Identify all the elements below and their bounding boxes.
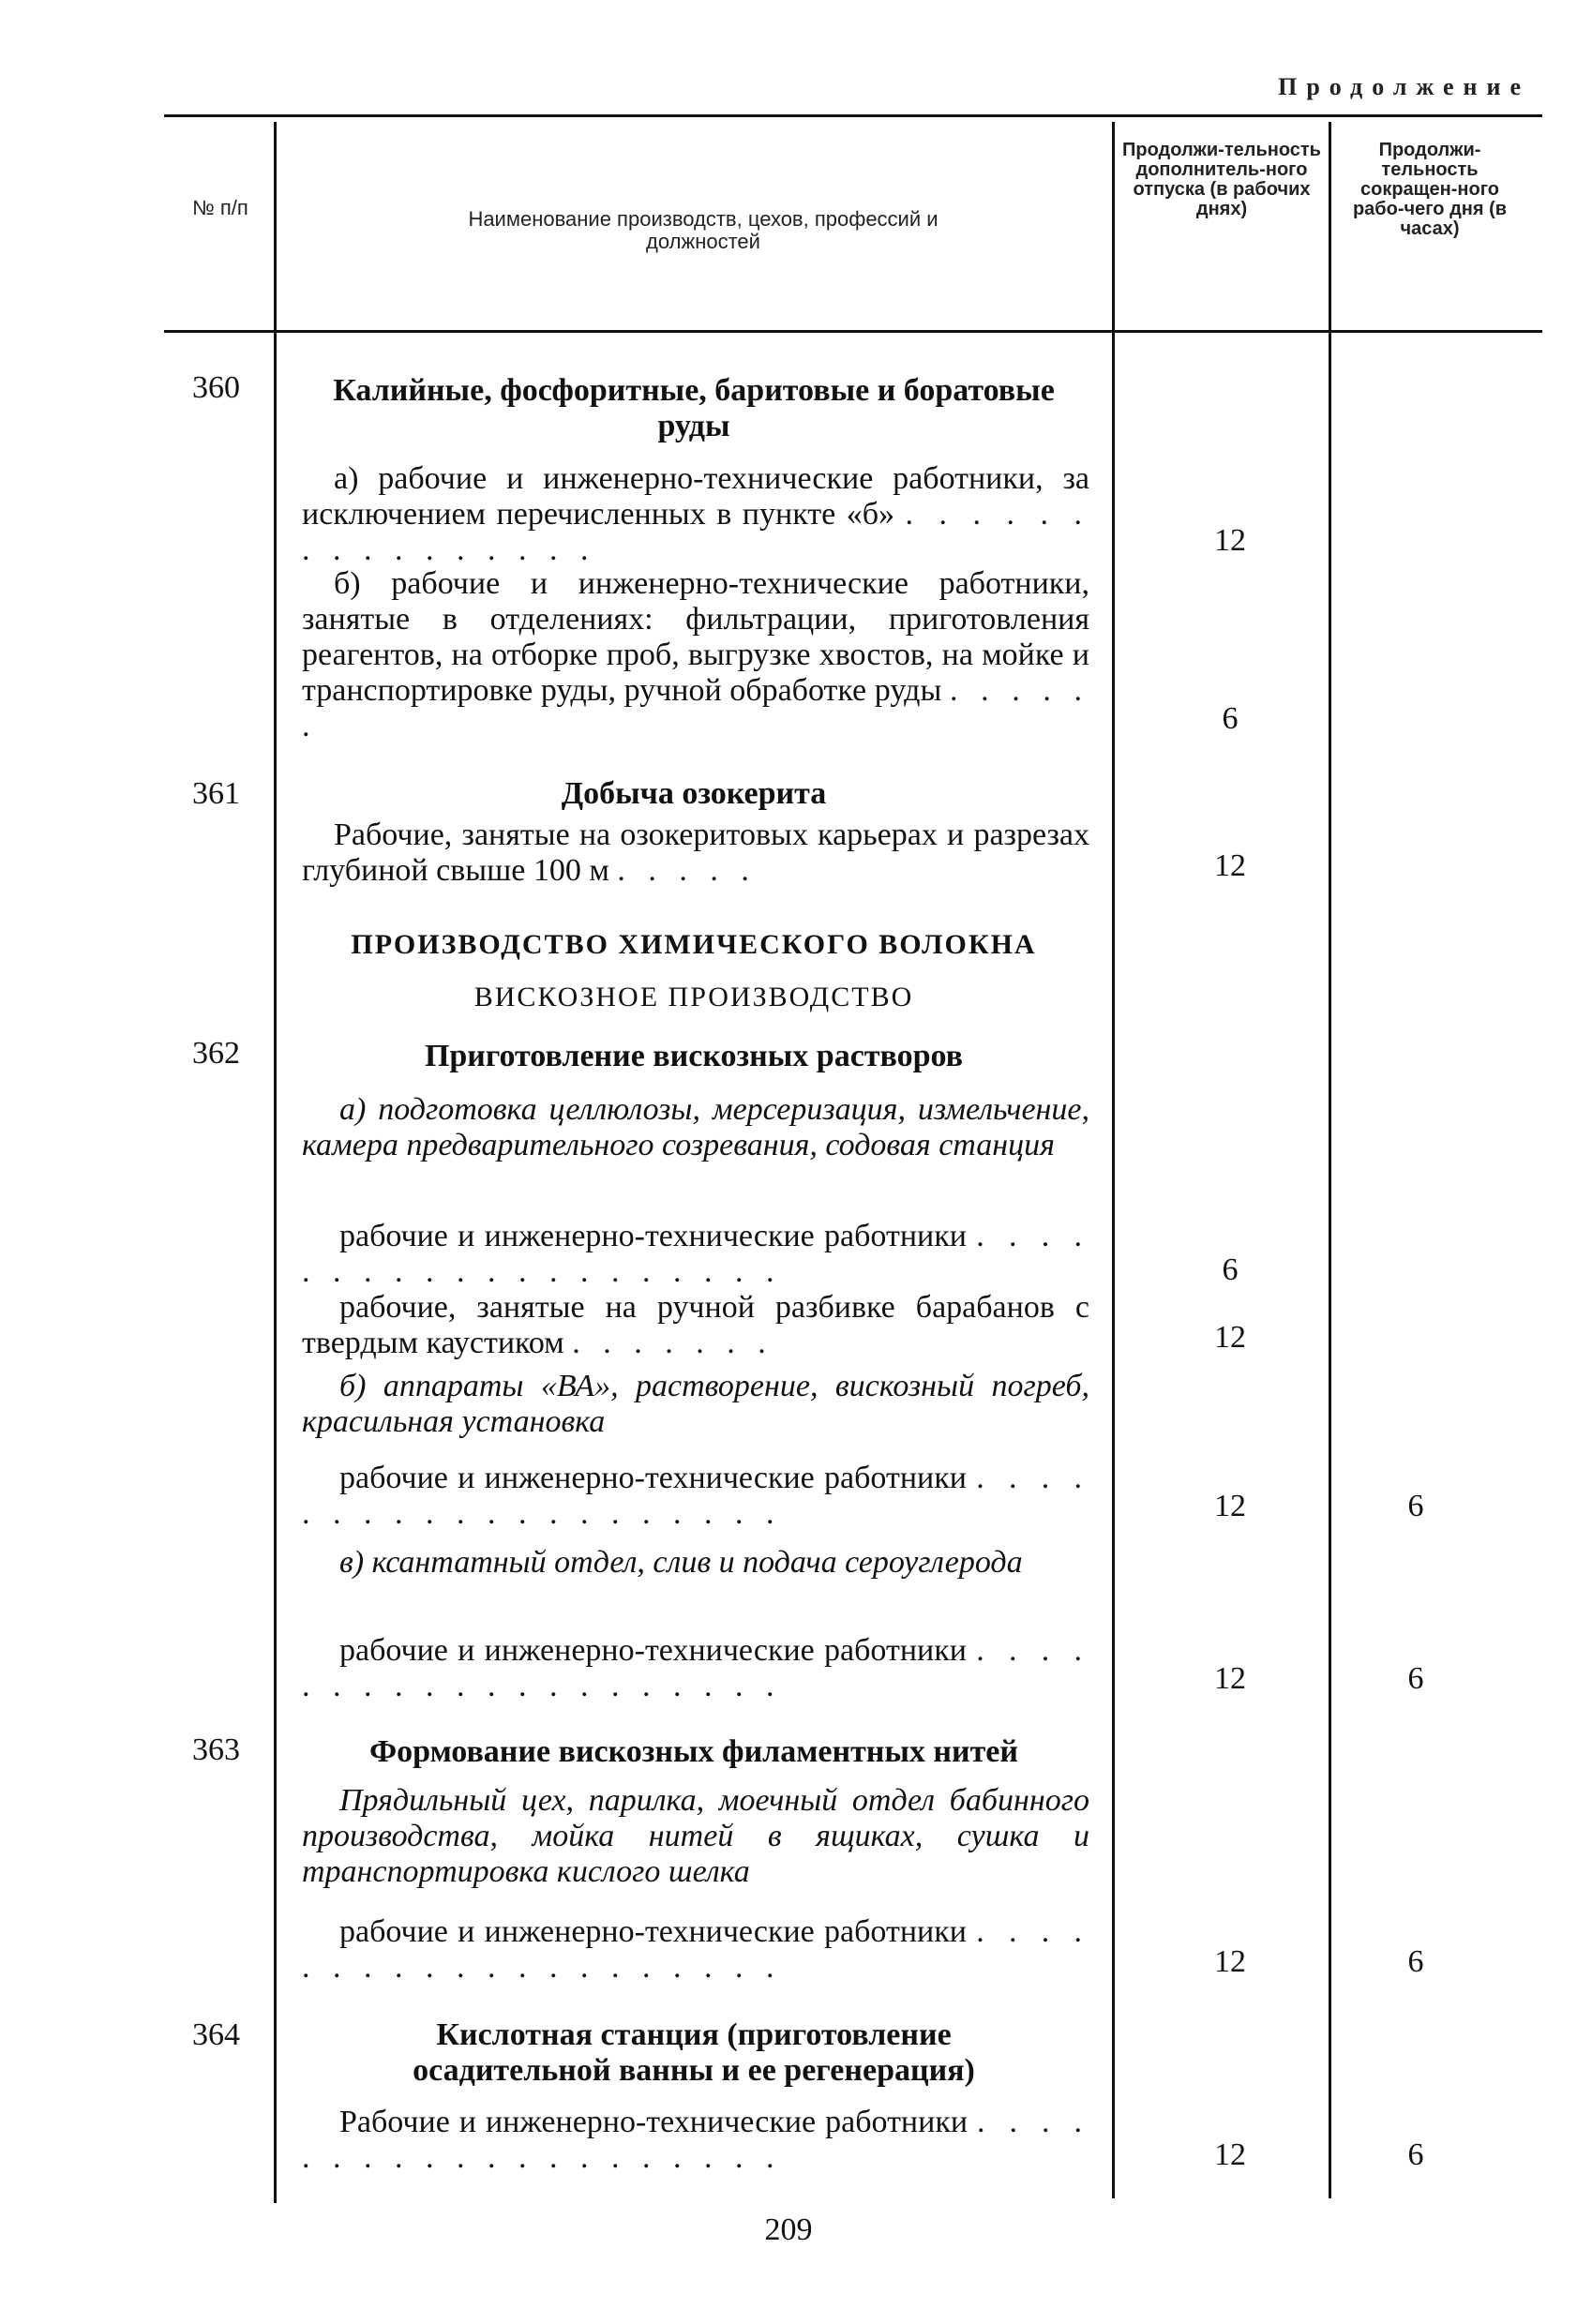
item-text-content: Рабочие и инженерно-технические работники <box>339 2105 969 2139</box>
leave-days: 6 <box>1222 701 1239 736</box>
item-number: 361 <box>192 776 240 811</box>
item-text <box>302 1914 1089 1986</box>
item-text-content: а) рабочие и инженерно-технические работники, за исключением перечисленных в пункте «б» <box>302 461 1089 532</box>
header-short-day: Продолжи-тельность сокращен-ного рабо-чего дня (в часах) <box>1352 140 1508 239</box>
item-text <box>302 566 1089 744</box>
leader-dots: . . . . . . <box>302 673 1090 743</box>
item-subheading: а) подготовка целлюлозы, мерсеризация, измельчение, камера предварительного созревания, содовая станция <box>302 1092 1089 1162</box>
item-title: Кислотная станция (приготовление осадительной ванны и ее регенерация) <box>413 2017 975 2088</box>
short-day-hours: 6 <box>1407 1944 1424 1979</box>
leave-days: 12 <box>1214 1320 1246 1355</box>
item-title: Формование вискозных филаментных нитей <box>368 1734 1018 1769</box>
leader-dots: . . . . . . . . . . . . . . . . . . . . <box>302 1219 1090 1289</box>
item-number: 362 <box>192 1036 240 1071</box>
subsection-heading: ВИСКОЗНОЕ ПРОИЗВОДСТВО <box>473 982 914 1012</box>
item-title: Приготовление вискозных растворов <box>424 1039 964 1073</box>
item-text-content: рабочие и инженерно-технические работники <box>339 1914 967 1949</box>
item-text-content: Рабочие, занятые на озокеритовых карьерах и разрезах глубиной свыше 100 м <box>302 817 1089 888</box>
header-num: № п/п <box>192 196 248 219</box>
header-bottom-rule <box>164 330 1542 333</box>
header-name: Наименование производств, цехов, профессий и должностей <box>468 207 939 253</box>
item-text <box>302 461 1089 568</box>
column-divider-1 <box>274 122 277 2203</box>
item-text <box>302 1633 1089 1704</box>
short-day-hours: 6 <box>1407 1489 1424 1523</box>
leave-days: 12 <box>1214 2137 1246 2172</box>
column-divider-3 <box>1329 122 1331 2198</box>
leader-dots: . . . . . . . . . . . . . . . . . . . . <box>302 1461 1090 1531</box>
item-number: 364 <box>192 2017 240 2052</box>
item-title: Добыча озокерита <box>561 776 827 811</box>
item-text <box>302 1461 1089 1532</box>
item-text-content: рабочие и инженерно-технические работники <box>339 1219 967 1253</box>
leave-days: 6 <box>1222 1252 1239 1287</box>
item-text-content: рабочие и инженерно-технические работники <box>339 1633 967 1668</box>
leader-dots: . . . . . . . <box>572 1326 773 1360</box>
item-text-content: рабочие и инженерно-технические работники <box>339 1461 967 1495</box>
item-number: 363 <box>192 1732 240 1767</box>
page-number: 209 <box>764 2212 813 2247</box>
item-text-content: рабочие, занятые на ручной разбивке барабанов с твердым каустиком <box>302 1290 1089 1360</box>
leader-dots: . . . . . . . . . . . . . . . . . . . . <box>302 2105 1090 2175</box>
header-leave: Продолжи-тельность дополнитель-ного отпуска (в рабочих днях) <box>1122 140 1321 219</box>
leader-dots: . . . . . . . . . . . . . . . . . . . . <box>302 1633 1090 1703</box>
leader-dots: . . . . . . . . . . . . . . . . . . . . <box>302 1914 1090 1985</box>
item-text <box>302 1290 1089 1361</box>
leave-days: 12 <box>1214 523 1246 558</box>
item-number: 360 <box>192 370 240 405</box>
item-text-content: б) рабочие и инженерно-технические работники, занятые в отделениях: фильтрации, приготовления реагентов, на отборке проб, выгрузке хвостов, на мойке и транспортировке руды, ручной обработке руды <box>302 566 1089 708</box>
section-heading: ПРОИЗВОДСТВО ХИМИЧЕСКОГО ВОЛОКНА <box>351 929 1037 960</box>
item-subheading: в) ксантатный отдел, слив и подача сероуглерода <box>339 1545 1023 1580</box>
continuation-label: Продолжение <box>1278 73 1530 100</box>
table-top-rule <box>164 114 1542 117</box>
item-text <box>302 817 1089 889</box>
leave-days: 12 <box>1214 848 1246 883</box>
item-text <box>302 2105 1089 2176</box>
leave-days: 12 <box>1214 1661 1246 1696</box>
item-subheading: Прядильный цех, парилка, моечный отдел бабинного производства, мойка нитей в ящиках, сушка и транспортировка кислого шелка <box>302 1783 1089 1889</box>
item-text <box>302 1219 1089 1290</box>
short-day-hours: 6 <box>1407 1661 1424 1696</box>
column-divider-2 <box>1112 122 1115 2198</box>
leader-dots: . . . . . . . . . . . . . . . . <box>302 497 1090 567</box>
item-title: Калийные, фосфоритные, баритовые и боратовые руды <box>333 373 1055 443</box>
leader-dots: . . . . . <box>617 853 757 888</box>
short-day-hours: 6 <box>1407 2137 1424 2172</box>
leave-days: 12 <box>1214 1489 1246 1523</box>
leave-days: 12 <box>1214 1944 1246 1979</box>
item-subheading: б) аппараты «ВА», растворение, вискозный погреб, красильная установка <box>302 1369 1089 1439</box>
